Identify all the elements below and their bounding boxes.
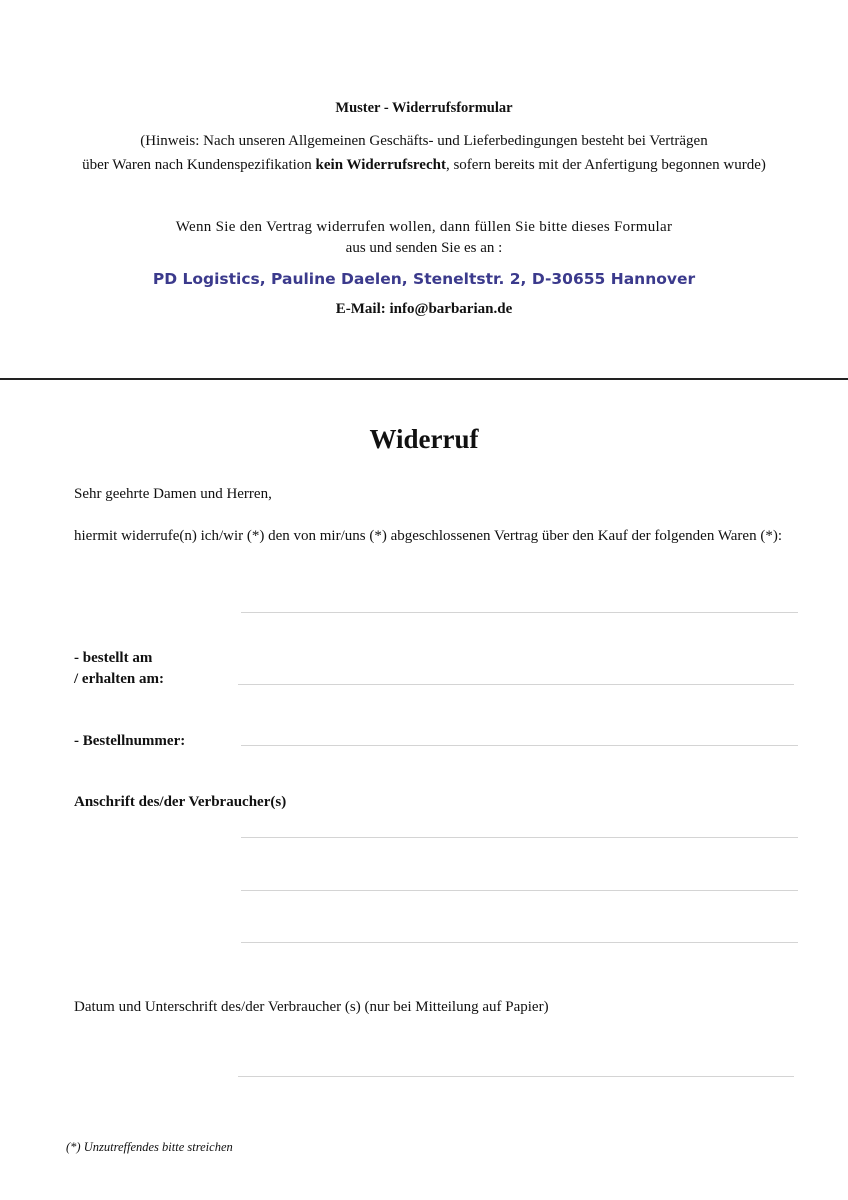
order-number-label: - Bestellnummer: bbox=[74, 733, 186, 749]
note-no-withdrawal-right: kein Widerrufsrecht bbox=[315, 157, 446, 173]
signature-field-line[interactable] bbox=[238, 1076, 794, 1077]
email-address: E-Mail: info@barbarian.de bbox=[335, 301, 513, 317]
instruction-line-2: aus und senden Sie es an : bbox=[345, 240, 503, 256]
note-line-2 bbox=[0, 157, 848, 174]
received-on-label: / erhalten am: bbox=[74, 671, 164, 687]
footnote: (*) Unzutreffendes bitte streichen bbox=[66, 1140, 233, 1154]
note-line-2-end: , sofern bereits mit der Anfertigung begonnen wurde) bbox=[445, 157, 766, 173]
note-line-1: (Hinweis: Nach unseren Allgemeinen Geschäfts- und Lieferbedingungen besteht bei Verträgen bbox=[140, 133, 708, 149]
address-field-line-2[interactable] bbox=[241, 890, 798, 891]
signature-label: Datum und Unterschrift des/der Verbraucher (s) (nur bei Mitteilung auf Papier) bbox=[74, 999, 549, 1015]
form-template-title: Muster - Widerrufsformular bbox=[335, 100, 513, 116]
goods-field-line[interactable] bbox=[241, 612, 798, 613]
order-number-field-line[interactable] bbox=[241, 745, 798, 746]
instruction-line-1: Wenn Sie den Vertrag widerrufen wollen, dann füllen Sie bitte dieses Formular bbox=[175, 219, 673, 235]
address-field-line-3[interactable] bbox=[241, 942, 798, 943]
date-field-line[interactable] bbox=[238, 684, 794, 685]
withdrawal-statement: hiermit widerrufe(n) ich/wir (*) den von mir/uns (*) abgeschlossenen Vertrag über den Kauf der folgenden Waren (*): bbox=[74, 528, 782, 544]
address-label: Anschrift des/der Verbraucher(s) bbox=[74, 794, 287, 810]
ordered-on-label: - bestellt am bbox=[74, 650, 153, 666]
company-address: PD Logistics, Pauline Daelen, Steneltstr. 2, D-30655 Hannover bbox=[152, 270, 696, 288]
salutation: Sehr geehrte Damen und Herren, bbox=[74, 486, 272, 502]
page-title: Widerruf bbox=[369, 424, 479, 454]
note-line-2-start: über Waren nach Kundenspezifikation bbox=[82, 157, 316, 173]
section-divider bbox=[0, 378, 848, 380]
address-field-line-1[interactable] bbox=[241, 837, 798, 838]
